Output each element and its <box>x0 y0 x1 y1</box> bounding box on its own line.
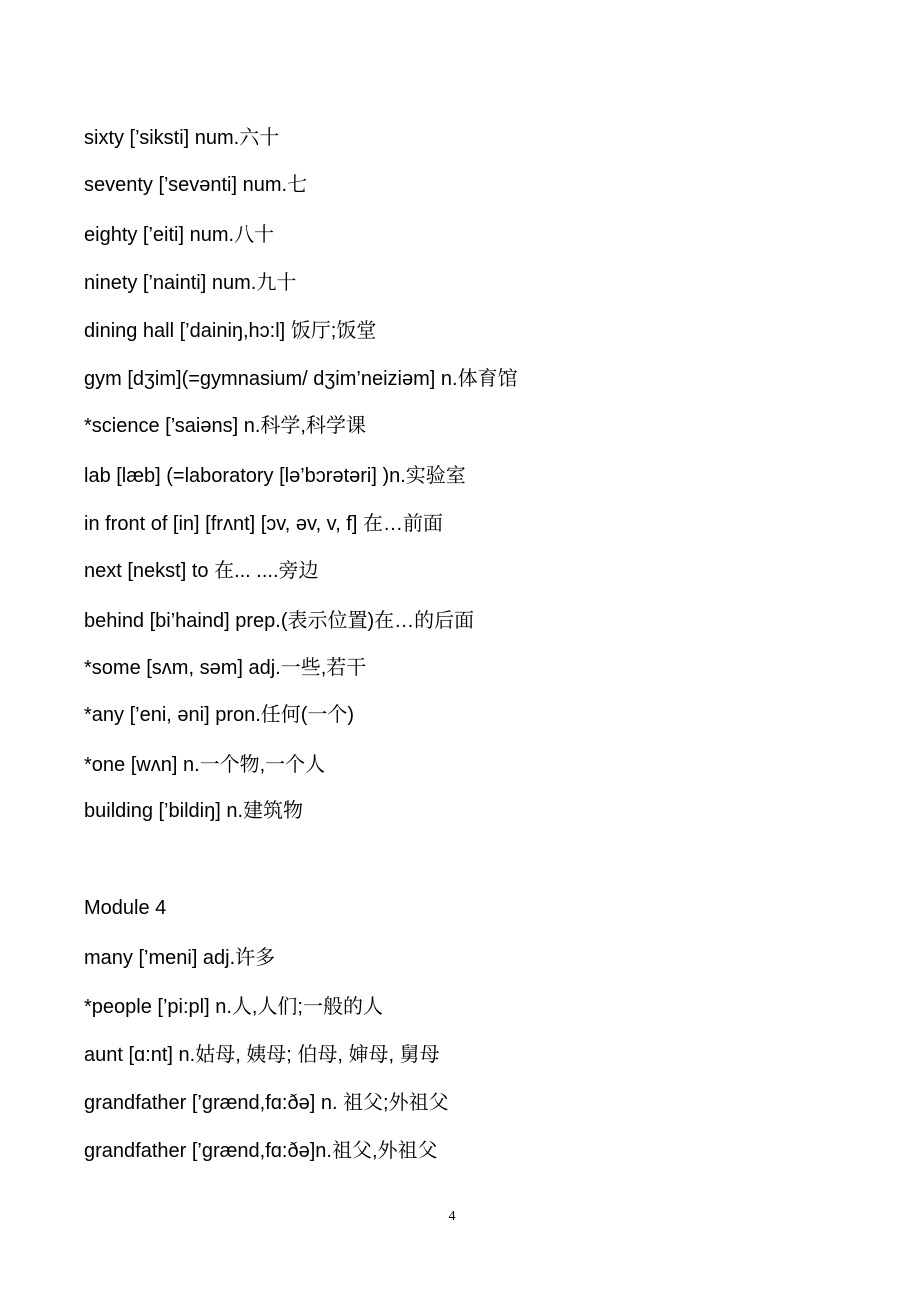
vocab-line-eighty: eighty [’eiti] num.八十 <box>84 224 275 246</box>
vocab-line-science: *science [’saiəns] n.科学,科学课 <box>84 415 366 437</box>
vocab-line-grandfather-1: grandfather [’grænd,fɑ:ðə] n. 祖父;外祖父 <box>84 1092 449 1114</box>
vocab-line-building: building [’bildiŋ] n.建筑物 <box>84 800 303 822</box>
vocab-line-in-front-of: in front of [in] [frʌnt] [ɔv, əv, v, f] 在…前面 <box>84 513 443 535</box>
section-heading-module-4: Module 4 <box>84 897 167 919</box>
vocab-line-any: *any [’eni, əni] pron.任何(一个) <box>84 704 355 726</box>
vocab-line-lab: lab [læb] (=laboratory [lə’bɔrətəri] )n.实验室 <box>84 465 466 487</box>
vocab-line-grandfather-2: grandfather [’grænd,fɑ:ðə]n.祖父,外祖父 <box>84 1140 438 1162</box>
vocab-line-next-to: next [nekst] to 在... ....旁边 <box>84 560 319 582</box>
vocab-line-many: many [’meni] adj.许多 <box>84 947 276 969</box>
vocab-line-gym: gym [dʒim](=gymnasium/ dʒim’neiziəm] n.体育馆 <box>84 368 518 390</box>
page-number: 4 <box>448 1209 456 1224</box>
vocab-line-one: *one [wʌn] n.一个物,一个人 <box>84 754 326 776</box>
vocab-line-seventy: seventy [’sevənti] num.七 <box>84 174 308 196</box>
vocab-line-aunt: aunt [ɑ:nt] n.姑母, 姨母; 伯母, 婶母, 舅母 <box>84 1044 440 1066</box>
vocab-line-people: *people [’pi:pl] n.人,人们;一般的人 <box>84 996 383 1018</box>
vocab-line-dining-hall: dining hall [’dainiŋ,hɔ:l] 饭厅;饭堂 <box>84 320 377 342</box>
vocab-line-ninety: ninety [’nainti] num.九十 <box>84 272 297 294</box>
vocab-line-some: *some [sʌm, səm] adj.一些,若干 <box>84 657 367 679</box>
vocab-line-behind: behind [bi’haind] prep.(表示位置)在…的后面 <box>84 610 475 632</box>
vocab-line-sixty: sixty [’siksti] num.六十 <box>84 127 280 149</box>
